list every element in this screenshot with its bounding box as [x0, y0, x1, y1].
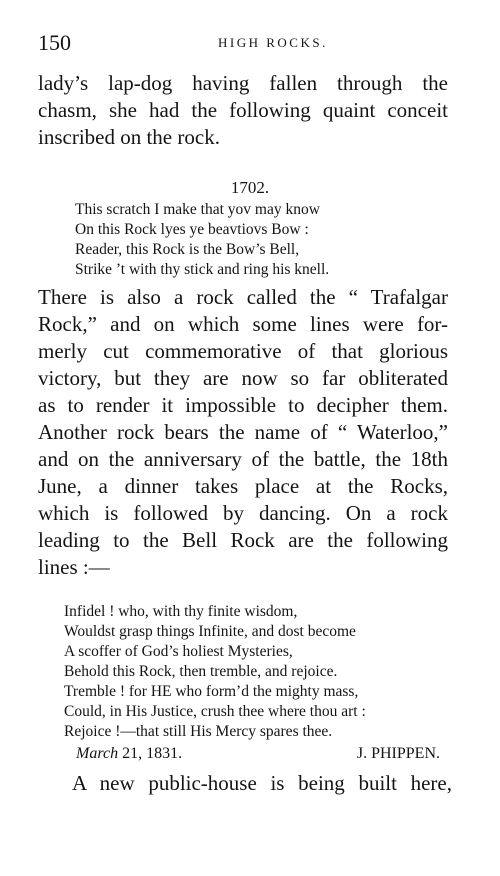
text-line: Another rock bears the name of “ Waterloo,”: [38, 420, 448, 444]
paragraph-lap-dog: [38, 70, 448, 151]
page-header: [38, 30, 443, 56]
verse-line: Tremble ! for HE who form’d the mighty mass,: [64, 683, 359, 700]
text-line: There is also a rock called the “ Trafalgar: [38, 285, 448, 309]
verse-line: Infidel ! who, with thy finite wisdom,: [64, 603, 298, 620]
signature-date: [76, 744, 182, 764]
page-number: 150: [38, 30, 71, 55]
verse-line: On this Rock lyes ye beavtiovs Bow :: [75, 221, 309, 238]
verse-bell-rock: [64, 602, 444, 766]
text-line: June, a dinner takes place at the Rocks,: [38, 474, 448, 498]
verse-line: Behold this Rock, then tremble, and rejoice.: [64, 663, 338, 680]
text-line: and on the anniversary of the battle, the 18th: [38, 447, 448, 471]
running-head: HIGH ROCKS.: [218, 35, 328, 50]
text-line: victory, but they are now so far obliterated: [38, 366, 448, 390]
signature-day-year: 21, 1831.: [122, 745, 183, 762]
text-line: chasm, she had the following quaint conceit: [38, 98, 448, 122]
verse-line: This scratch I make that yov may know: [75, 201, 320, 218]
verse-year: 1702.: [230, 178, 270, 197]
text-line: lines :—: [38, 555, 110, 579]
verse-inscription-1702: [75, 178, 395, 280]
text-line: which is followed by dancing. On a rock: [38, 501, 448, 525]
verse-line: Wouldst grasp things Infinite, and dost become: [64, 623, 356, 640]
signature-month: March: [76, 745, 119, 762]
text-line: as to render it impossible to decipher them.: [38, 393, 448, 417]
text-line: leading to the Bell Rock are the following: [38, 528, 448, 552]
verse-line: Reader, this Rock is the Bow’s Bell,: [75, 241, 300, 258]
text-line: lady’s lap-dog having fallen through the: [38, 71, 448, 95]
paragraph-public-house: [72, 770, 452, 797]
verse-signature: [64, 744, 444, 766]
text-line: A new public-house is being built here,: [72, 771, 452, 795]
paragraph-trafalgar-waterloo: [38, 284, 448, 581]
text-line: merly cut commemorative of that glorious: [38, 339, 448, 363]
text-line: Rock,” and on which some lines were for-: [38, 312, 448, 336]
verse-line: Strike ’t with thy stick and ring his knell.: [75, 261, 330, 278]
verse-line: Could, in His Justice, crush thee where thou art :: [64, 703, 366, 720]
signature-author: J. PHIPPEN.: [356, 745, 440, 762]
text-line: inscribed on the rock.: [38, 125, 220, 149]
verse-line: A scoffer of God’s holiest Mysteries,: [64, 643, 293, 660]
verse-line: Rejoice !—that still His Mercy spares thee.: [64, 723, 333, 740]
